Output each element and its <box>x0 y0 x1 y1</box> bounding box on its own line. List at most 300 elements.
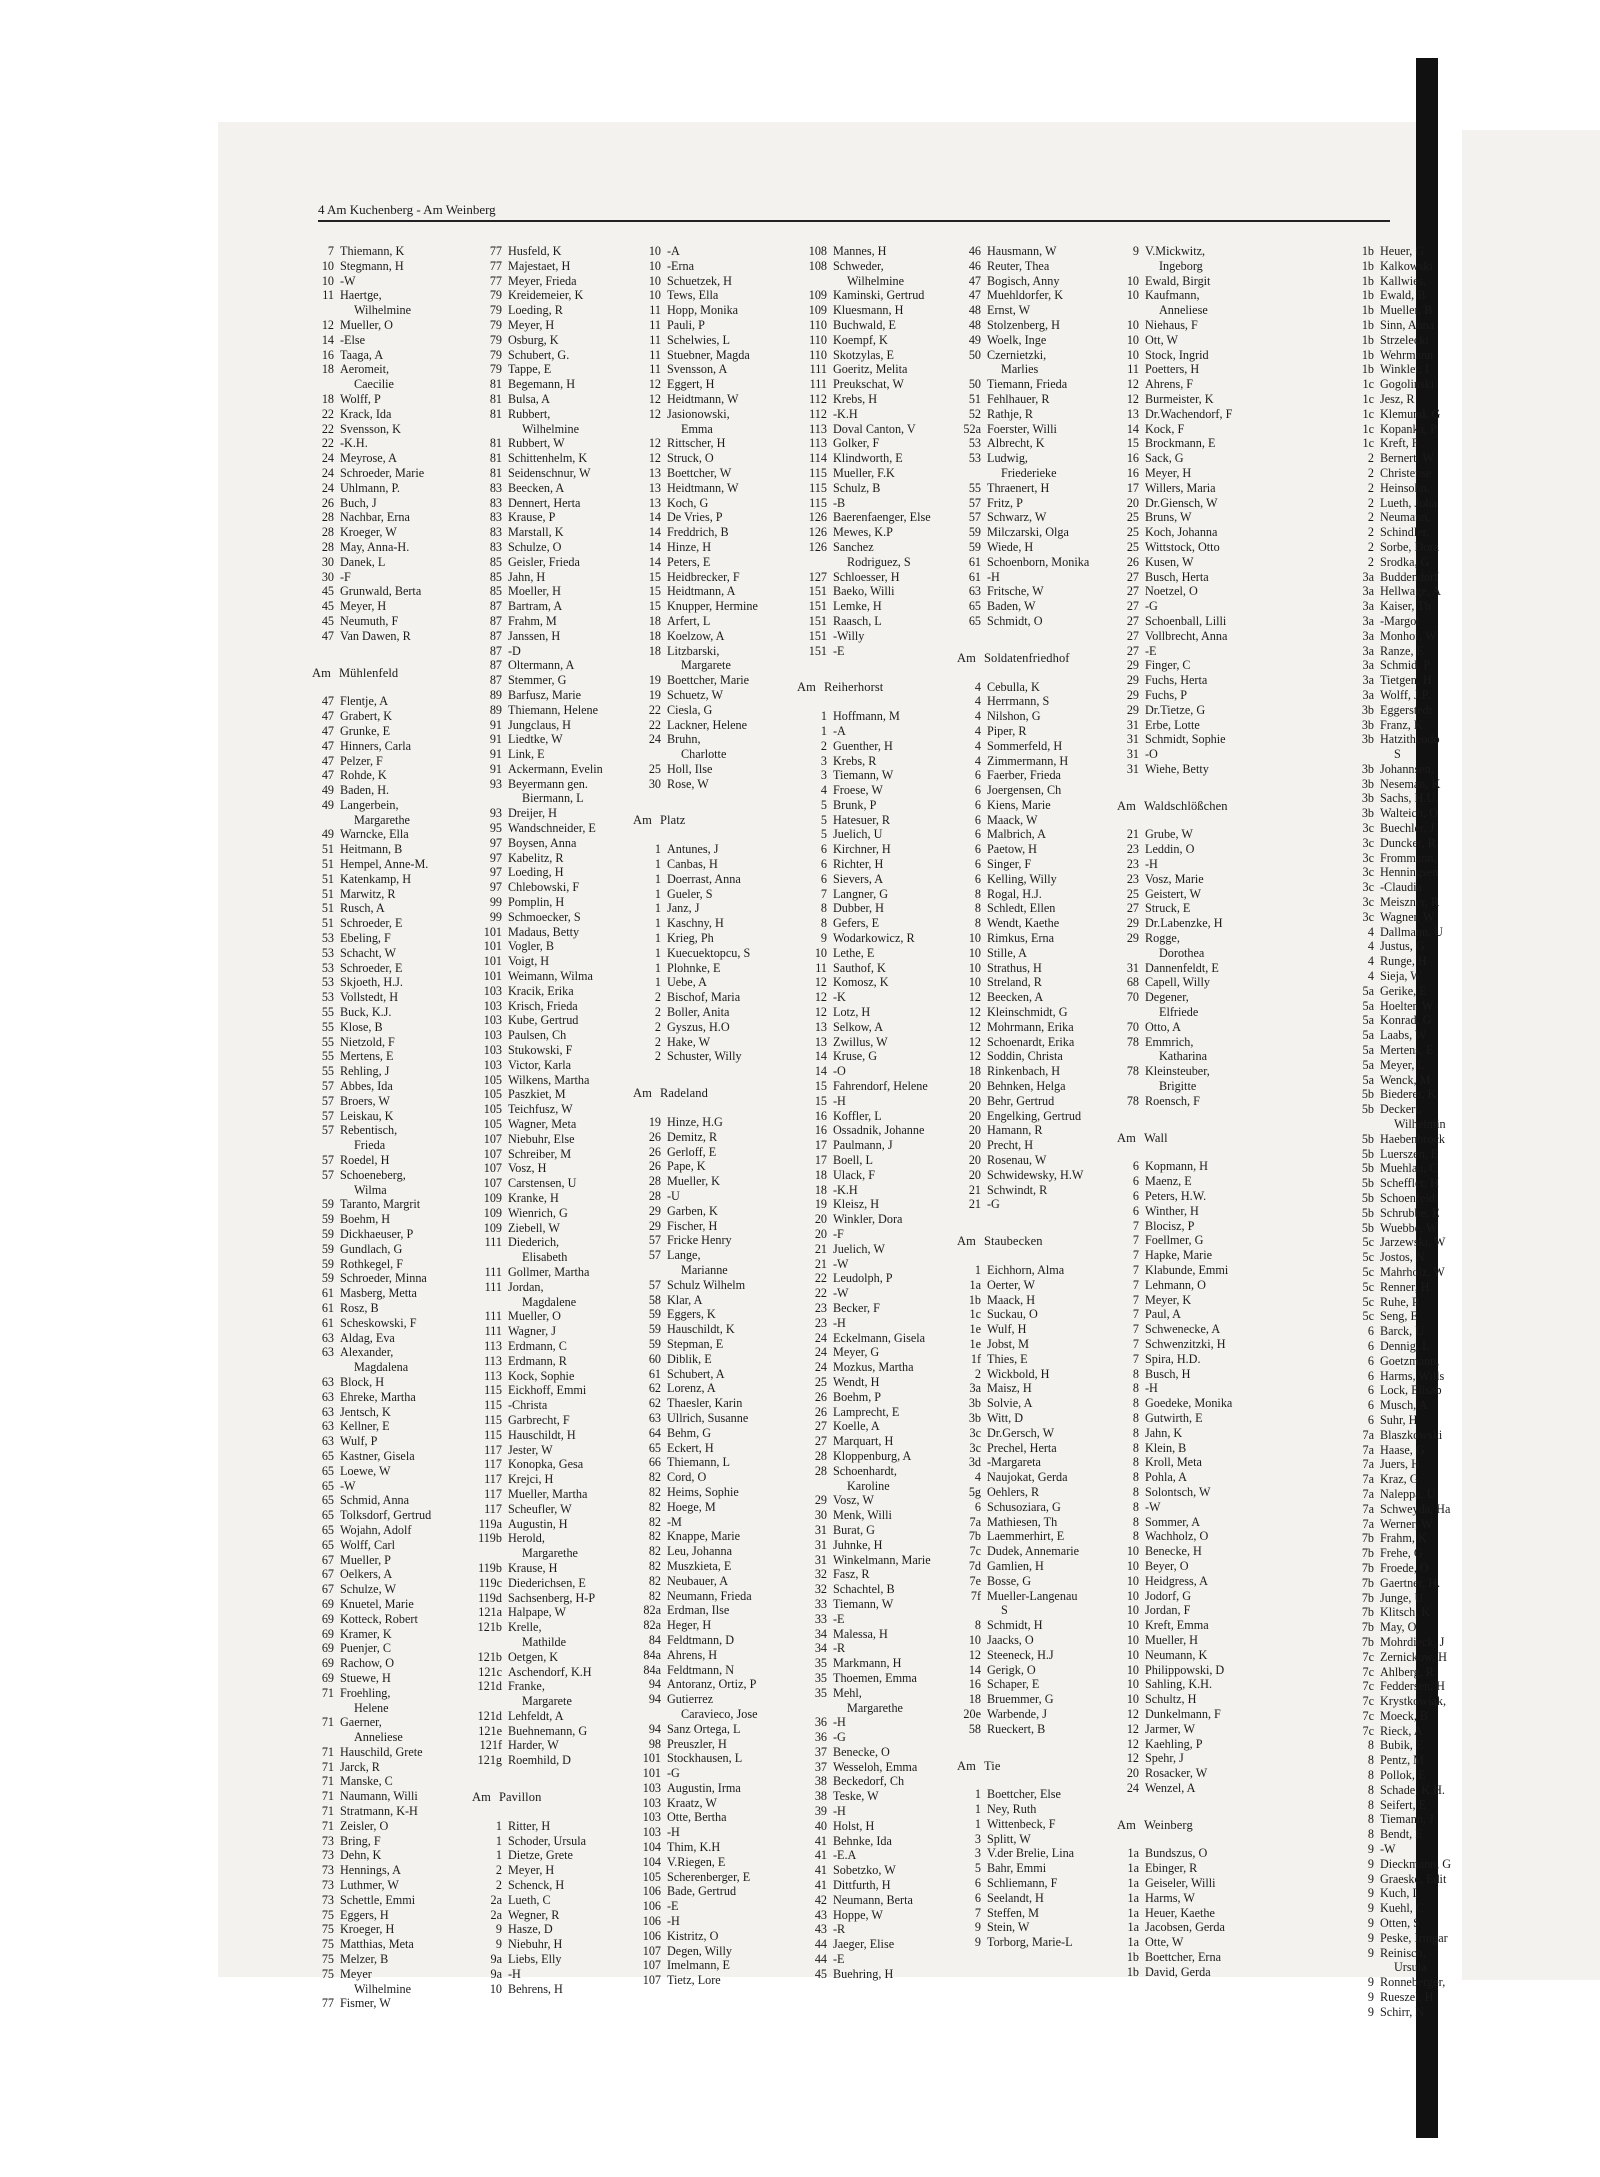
directory-entry <box>633 703 758 718</box>
house-number: 28 <box>814 1463 827 1478</box>
resident-name: Friederieke <box>1001 465 1057 480</box>
directory-entry <box>633 762 758 777</box>
directory-entry <box>797 1434 931 1449</box>
house-number: 7a <box>1362 1472 1374 1487</box>
directory-entry <box>957 555 1089 570</box>
resident-name: Ahrens, F <box>1145 377 1194 392</box>
house-number: 4 <box>1367 954 1374 969</box>
house-number: 20e <box>963 1706 981 1721</box>
directory-entry <box>1117 887 1232 902</box>
directory-entry <box>312 1686 431 1701</box>
resident-name: Zimmermann, H <box>987 753 1069 768</box>
resident-name: Rosacker, W <box>1145 1766 1208 1781</box>
resident-name: Wendt, Kaethe <box>987 916 1060 931</box>
resident-name: Wolff, P <box>340 391 381 406</box>
directory-entry <box>312 1774 431 1789</box>
house-number: 115 <box>809 480 827 495</box>
house-number: 103 <box>483 1043 502 1058</box>
resident-name: Fritsche, W <box>987 584 1044 599</box>
resident-name: Meyer, K <box>1145 1292 1192 1307</box>
house-number: 91 <box>489 717 502 732</box>
directory-entry <box>312 1538 431 1553</box>
house-number: 59 <box>648 1307 661 1322</box>
resident-name: Krelle, <box>508 1620 542 1635</box>
house-number: 41 <box>814 1878 827 1893</box>
directory-entry <box>472 1221 603 1236</box>
house-number: 12 <box>1126 1736 1139 1751</box>
directory-entry <box>957 975 1089 990</box>
house-number: 6 <box>1367 1324 1374 1339</box>
street-prefix: Am <box>797 680 816 695</box>
house-number <box>1348 747 1380 762</box>
resident-name: Roensch, F <box>1145 1093 1200 1108</box>
resident-name: Dallmann, U <box>1380 924 1443 939</box>
resident-name: Schulze, W <box>340 1582 396 1597</box>
house-number: 40 <box>814 1818 827 1833</box>
house-number: 73 <box>321 1892 334 1907</box>
street-prefix: Am <box>1117 798 1136 813</box>
house-number: 87 <box>489 613 502 628</box>
house-number: 6 <box>974 871 981 886</box>
directory-entry <box>957 872 1089 887</box>
directory-entry <box>957 1396 1089 1411</box>
house-number: 7 <box>1132 1233 1139 1248</box>
directory-entry <box>1117 1559 1232 1574</box>
house-number: 39 <box>814 1804 827 1819</box>
directory-entry <box>1348 673 1451 688</box>
house-number: 57 <box>648 1248 661 1263</box>
directory-entry <box>472 1280 603 1295</box>
resident-name: Bruemmer, G <box>987 1692 1054 1707</box>
house-number: 7 <box>1132 1336 1139 1351</box>
resident-name: Henningsen <box>1380 865 1439 880</box>
resident-name: Jarmer, W <box>1145 1721 1196 1736</box>
directory-entry <box>312 1760 431 1775</box>
house-number: 12 <box>648 406 661 421</box>
house-number: 18 <box>648 613 661 628</box>
directory-entry <box>1348 1960 1451 1975</box>
resident-name: Schusoziara, G <box>987 1499 1061 1514</box>
directory-entry <box>797 783 931 798</box>
resident-name: Foerster, Willi <box>987 421 1057 436</box>
directory-entry <box>957 1337 1089 1352</box>
house-number: 12 <box>968 1647 981 1662</box>
directory-entry <box>312 827 431 842</box>
resident-name: Koch, Johanna <box>1145 525 1218 540</box>
house-number <box>1117 303 1145 318</box>
directory-entry <box>633 1855 758 1870</box>
directory-entry <box>957 783 1089 798</box>
house-number: 7 <box>1132 1277 1139 1292</box>
directory-entry <box>1348 2005 1451 2020</box>
directory-entry <box>1117 827 1232 842</box>
resident-name: Lueth, Joha <box>1380 495 1437 510</box>
directory-entry <box>312 1375 431 1390</box>
directory-entry <box>1117 1663 1232 1678</box>
resident-name: Boell, L <box>833 1153 873 1168</box>
house-number: 113 <box>809 436 827 451</box>
directory-entry <box>1117 1766 1232 1781</box>
resident-name: Niehaus, F <box>1145 317 1198 332</box>
directory-entry <box>1348 436 1451 451</box>
resident-name: Kock, F <box>1145 421 1185 436</box>
directory-entry <box>797 1523 931 1538</box>
resident-name: Ranze, E <box>1380 643 1424 658</box>
resident-name: Franz, K <box>1380 717 1423 732</box>
directory-entry <box>633 1020 758 1035</box>
resident-name: Kopmann, H <box>1145 1159 1208 1174</box>
house-number: 2 <box>974 1366 981 1381</box>
directory-entry <box>1348 1502 1451 1517</box>
resident-name: Kraz, G <box>1380 1472 1419 1487</box>
directory-entry <box>1348 481 1451 496</box>
house-number: 63 <box>321 1389 334 1404</box>
resident-name: Warbende, J <box>987 1706 1047 1721</box>
house-number: 107 <box>642 1973 661 1988</box>
directory-entry <box>1348 806 1451 821</box>
house-number: 6 <box>1132 1189 1139 1204</box>
resident-name: Preukschat, W <box>833 377 904 392</box>
house-number: 51 <box>321 871 334 886</box>
resident-name: Bade, Gertrud <box>667 1884 737 1899</box>
house-number: 103 <box>642 1780 661 1795</box>
resident-name: Struck, E <box>1145 901 1191 916</box>
house-number: 18 <box>814 1167 827 1182</box>
resident-name: Dietze, Grete <box>508 1848 573 1863</box>
directory-entry <box>797 1508 931 1523</box>
house-number: 89 <box>489 702 502 717</box>
house-number: 12 <box>968 1049 981 1064</box>
house-number: 9 <box>974 1935 981 1950</box>
street-heading <box>1117 1131 1232 1146</box>
house-number: 55 <box>968 480 981 495</box>
house-number: 1c <box>1362 436 1374 451</box>
directory-entry <box>797 629 931 644</box>
resident-name: Knappe, Marie <box>667 1529 741 1544</box>
house-number: 28 <box>814 1448 827 1463</box>
directory-entry <box>1348 1206 1451 1221</box>
directory-entry <box>633 1574 758 1589</box>
directory-entry <box>633 673 758 688</box>
house-number: 23 <box>814 1300 827 1315</box>
directory-entry <box>1348 984 1451 999</box>
house-number: 52a <box>963 421 981 436</box>
directory-entry <box>312 1996 431 2011</box>
directory-entry <box>1348 969 1451 984</box>
resident-name: Laabs, W <box>1380 1028 1427 1043</box>
house-number: 2 <box>654 1005 661 1020</box>
directory-entry <box>633 274 758 289</box>
resident-name: Kaminski, Gertrud <box>833 288 925 303</box>
house-number: 22 <box>321 406 334 421</box>
resident-name: Gamlien, H <box>987 1558 1044 1573</box>
directory-entry <box>472 1117 603 1132</box>
directory-entry <box>957 1677 1089 1692</box>
directory-entry <box>312 768 431 783</box>
resident-name: Majestaet, H <box>508 258 571 273</box>
house-number: 5b <box>1361 1220 1374 1235</box>
directory-entry <box>312 584 431 599</box>
house-number: 97 <box>489 835 502 850</box>
house-number: 7c <box>969 1544 981 1559</box>
resident-name: Pollok, E <box>1380 1768 1426 1783</box>
house-number: 109 <box>483 1205 502 1220</box>
house-number: 46 <box>968 258 981 273</box>
resident-name: Johannsen, <box>1380 761 1434 776</box>
directory-entry <box>633 362 758 377</box>
directory-entry <box>1348 1383 1451 1398</box>
resident-name: Dr.Wachendorf, F <box>1145 406 1233 421</box>
resident-name: Marlies <box>1001 362 1039 377</box>
directory-entry <box>472 1339 603 1354</box>
house-number: 71 <box>321 1685 334 1700</box>
house-number: 7c <box>1362 1649 1374 1664</box>
resident-name: Stukowski, F <box>508 1043 573 1058</box>
resident-name: -H <box>667 1825 680 1840</box>
house-number: 12 <box>1126 377 1139 392</box>
resident-name: Doval Canton, V <box>833 421 916 436</box>
house-number: 11 <box>649 317 661 332</box>
resident-name: Haebenbrock <box>1380 1131 1445 1146</box>
house-number: 10 <box>1126 317 1139 332</box>
directory-entry <box>957 1692 1089 1707</box>
directory-entry <box>797 709 931 724</box>
house-number: 27 <box>1126 628 1139 643</box>
house-number: 20 <box>968 1123 981 1138</box>
directory-entry <box>1348 718 1451 733</box>
house-number: 151 <box>808 584 827 599</box>
resident-name: Winkelmann, Marie <box>833 1552 931 1567</box>
house-number <box>633 658 667 673</box>
resident-name: Beckedorf, Ch <box>833 1774 905 1789</box>
house-number: 3b <box>1361 702 1374 717</box>
directory-entry <box>957 1079 1089 1094</box>
resident-name: Ott, W <box>1145 332 1178 347</box>
resident-name: Mohrmann, Erika <box>987 1019 1074 1034</box>
house-number: 15 <box>648 569 661 584</box>
resident-name: Froehling, <box>340 1685 391 1700</box>
resident-name: Eggerstedt <box>1380 702 1433 717</box>
house-number: 47 <box>321 753 334 768</box>
resident-name: Schittenhelm, K <box>508 451 588 466</box>
directory-entry <box>1348 1472 1451 1487</box>
resident-name: Janssen, H <box>508 628 561 643</box>
resident-name: Lueth, C <box>508 1892 551 1907</box>
resident-name: Erdmann, R <box>508 1353 567 1368</box>
directory-entry <box>1348 377 1451 392</box>
directory-entry <box>1117 857 1232 872</box>
house-number <box>312 303 340 318</box>
resident-name: Leiskau, K <box>340 1108 394 1123</box>
house-number: 61 <box>648 1366 661 1381</box>
resident-name: Schuetzek, H <box>667 273 732 288</box>
resident-name: Schuetz, W <box>667 687 723 702</box>
directory-entry <box>797 288 931 303</box>
resident-name: Stockhausen, L <box>667 1751 743 1766</box>
directory-entry <box>312 1227 431 1242</box>
directory-entry <box>1348 1398 1451 1413</box>
house-number: 1 <box>820 723 827 738</box>
resident-name: Ney, Ruth <box>987 1802 1037 1817</box>
resident-name: Tiemann, W <box>833 768 894 783</box>
resident-name: Koempf, K <box>833 332 888 347</box>
resident-name: Vollbrecht, Anna <box>1145 628 1228 643</box>
house-number: 1 <box>654 901 661 916</box>
resident-name: Sack, G <box>1145 451 1184 466</box>
house-number: 7 <box>1132 1351 1139 1366</box>
house-number <box>1117 946 1145 961</box>
directory-entry <box>472 362 603 377</box>
resident-name: Marstall, K <box>508 525 564 540</box>
house-number: 1 <box>974 1263 981 1277</box>
house-number: 81 <box>489 391 502 406</box>
house-number: 7 <box>1132 1307 1139 1322</box>
directory-entry <box>1117 1603 1232 1618</box>
directory-entry <box>1348 1280 1451 1295</box>
resident-name: Wenck, M <box>1380 1072 1431 1087</box>
resident-name: Rosenau, W <box>987 1153 1047 1168</box>
directory-entry <box>1117 1920 1232 1935</box>
house-number: 1a <box>1127 1935 1139 1950</box>
directory-entry <box>797 1863 931 1878</box>
house-number <box>797 1479 833 1494</box>
directory-entry <box>1348 629 1451 644</box>
house-number: 83 <box>489 525 502 540</box>
house-number: 9 <box>1367 1886 1374 1901</box>
directory-entry <box>312 901 431 916</box>
directory-entry <box>1117 1781 1232 1796</box>
resident-name: Werner, W <box>1380 1516 1433 1531</box>
directory-entry <box>1117 1751 1232 1766</box>
directory-entry <box>633 1589 758 1604</box>
resident-name: Hellwage, A <box>1380 584 1441 599</box>
directory-entry <box>1117 1381 1232 1396</box>
resident-name: Dehn, K <box>340 1848 382 1863</box>
house-number: 47 <box>321 628 334 643</box>
directory-entry <box>797 362 931 377</box>
resident-name: Helene <box>354 1700 389 1715</box>
directory-entry <box>1348 777 1451 792</box>
directory-entry <box>1117 436 1232 451</box>
house-number <box>957 1603 987 1618</box>
house-number: 12 <box>814 975 827 990</box>
house-number: 75 <box>321 1937 334 1952</box>
directory-entry <box>797 1493 931 1508</box>
house-number: 10 <box>1126 347 1139 362</box>
house-number: 53 <box>321 960 334 975</box>
house-number: 63 <box>648 1410 661 1425</box>
directory-entry <box>472 1650 603 1665</box>
directory-entry <box>797 303 931 318</box>
resident-name: -E <box>833 1952 845 1967</box>
resident-name: Magdalena <box>354 1360 409 1375</box>
resident-name: Pohla, A <box>1145 1470 1187 1485</box>
house-number: 18 <box>814 1182 827 1197</box>
directory-entry <box>1348 318 1451 333</box>
directory-entry <box>1348 422 1451 437</box>
directory-entry <box>957 1603 1089 1618</box>
house-number: 7b <box>968 1529 981 1544</box>
house-number: 3b <box>1361 761 1374 776</box>
resident-name: Anneliese <box>354 1730 403 1745</box>
directory-entry <box>957 1529 1089 1544</box>
directory-entry <box>633 644 758 659</box>
resident-name: Kreft, F <box>1380 436 1419 451</box>
resident-name: Heuer, G <box>1380 244 1425 258</box>
resident-name: Faerber, Frieda <box>987 768 1061 783</box>
directory-entry <box>797 333 931 348</box>
house-number: 36 <box>814 1715 827 1730</box>
resident-name: Vollstedt, H <box>340 990 399 1005</box>
resident-name: Ewald, Birgit <box>1145 273 1211 288</box>
house-number: 151 <box>808 643 827 658</box>
directory-entry <box>633 931 758 946</box>
resident-name: Behrens, H <box>508 1981 563 1996</box>
resident-name: Brockmann, E <box>1145 436 1216 451</box>
resident-name: Wickbold, H <box>987 1366 1050 1381</box>
resident-name: -H <box>833 1093 846 1108</box>
street-prefix: Am <box>633 1086 652 1101</box>
house-number: 6 <box>1367 1338 1374 1353</box>
house-number: 63 <box>321 1404 334 1419</box>
resident-name: Biederer, K <box>1380 1087 1437 1102</box>
resident-name: Alexander, <box>340 1345 394 1360</box>
house-number: 62 <box>648 1396 661 1411</box>
house-number: 91 <box>489 761 502 776</box>
resident-name: Steffen, M <box>987 1905 1039 1920</box>
directory-entry <box>1348 1457 1451 1472</box>
resident-name: Sommer, A <box>1145 1514 1201 1529</box>
house-number <box>1117 1049 1145 1064</box>
house-number: 82 <box>648 1514 661 1529</box>
directory-entry <box>472 1206 603 1221</box>
resident-name: Beecken, A <box>987 990 1044 1005</box>
house-number: 4 <box>974 709 981 724</box>
resident-name: Freddrich, B <box>667 525 729 540</box>
house-number: 24 <box>648 732 661 747</box>
house-number: 9 <box>1367 1842 1374 1857</box>
resident-name: Mueller, P <box>340 1552 391 1567</box>
resident-name: Wodarkowicz, R <box>833 931 915 946</box>
street-prefix: Am <box>633 813 652 828</box>
directory-entry <box>1117 333 1232 348</box>
resident-name: De Vries, P <box>667 510 723 525</box>
house-number: 103 <box>642 1825 661 1840</box>
resident-name: Demitz, R <box>667 1129 718 1144</box>
resident-name: Feldtmann, N <box>667 1662 735 1677</box>
street-heading <box>633 813 758 828</box>
resident-name: Krause, H <box>508 1560 558 1575</box>
resident-name: Willers, Maria <box>1145 480 1216 495</box>
resident-name: Kotteck, Robert <box>340 1611 418 1626</box>
directory-entry <box>472 1324 603 1339</box>
directory-entry <box>1348 1798 1451 1813</box>
directory-entry <box>312 570 431 585</box>
resident-name: Nachbar, Erna <box>340 510 410 525</box>
directory-entry <box>312 1493 431 1508</box>
resident-name: Erdman, Ilse <box>667 1603 730 1618</box>
resident-name: Fahrendorf, Helene <box>833 1079 928 1094</box>
resident-name: Frahm, K <box>1380 1531 1427 1546</box>
directory-entry <box>1348 1679 1451 1694</box>
directory-entry <box>957 1861 1089 1876</box>
house-number <box>312 813 340 828</box>
house-number: 71 <box>321 1744 334 1759</box>
house-number: 1c <box>1362 421 1374 436</box>
house-number: 57 <box>648 1277 661 1292</box>
house-number: 24 <box>321 480 334 495</box>
resident-name: Blaszkowski <box>1380 1427 1443 1442</box>
